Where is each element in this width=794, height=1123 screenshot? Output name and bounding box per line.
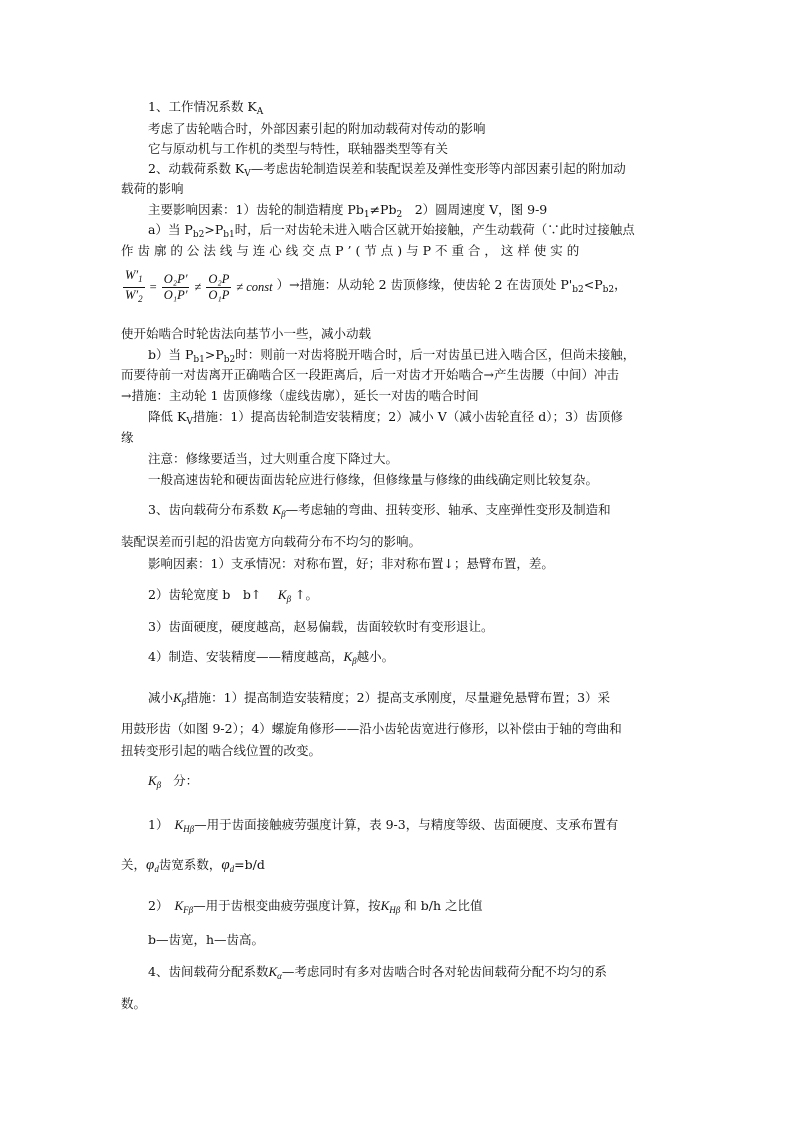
text-line: 降低 $K_V$措施：1）提高齿轮制造安装精度；2）减小 V（减小齿轮直径 d）；3）齿顶修 bbox=[148, 409, 623, 427]
fraction-w: $\frac{W'_1}{W'_2}$ bbox=[125, 267, 143, 304]
text-line: 注意：修缘要适当，过大则重合度下降过大。 bbox=[148, 451, 399, 466]
text-line: 2）齿轮宽度 b b↑ $K_\beta$ ↑。 bbox=[148, 587, 318, 604]
text-line: 它与原动机与工作机的类型与特性，联轴器类型等有关 bbox=[148, 141, 449, 156]
text-line: 扭转变形引起的啮合线位置的改变。 bbox=[121, 743, 322, 758]
text-line: 数。 bbox=[121, 996, 147, 1011]
k-beta-parts: $K_\beta$ 分： bbox=[148, 773, 199, 790]
text-line: 考虑了齿轮啮合时，外部因素引起的附加动载荷对传动的影响 bbox=[148, 121, 486, 136]
text-line: 关，$\varphi_d$齿宽系数，$\varphi_d=b/d$ bbox=[121, 857, 265, 874]
heading-3: 3、齿向载荷分布系数 $K_\beta—$考虑轴的弯曲、扭转变形、轴承、支座弹性变形及制造和 bbox=[148, 502, 611, 519]
text-line: →措施：主动轮 1 齿顶修缘（虚线齿廓），延长一对齿的啮合时间 bbox=[121, 388, 479, 403]
text-line: a）当 $P_{b2}>P_{b1}$时，后一对齿轮未进入啮合区就开始接触，产生动载荷（∵此时过接触点 bbox=[148, 222, 635, 240]
text-line: 装配误差而引起的沿齿宽方向载荷分布不均匀的影响。 bbox=[121, 534, 422, 549]
text-line: 减小$K_\beta$措施：1）提高制造安装精度；2）提高支承刚度，尽量避免悬臂布置；3）采 bbox=[148, 690, 611, 707]
heading-1: 1、工作情况系数 $K_A$ bbox=[148, 99, 264, 117]
text-line: b—齿宽，h—齿高。 bbox=[148, 932, 265, 947]
text-line: 使开始啮合时轮齿法向基节小一些，减小动载 bbox=[121, 326, 372, 341]
text-line: 用鼓形齿（如图 9-2）；4）螺旋角修形——沿小齿轮齿宽进行修形，以补偿由于轴的弯曲和 bbox=[121, 721, 622, 736]
text-line: 3）齿面硬度，硬度越高，赵易偏载，齿面较软时有变形退让。 bbox=[148, 619, 494, 634]
text-line: 4）制造、安装精度——精度越高，$K_\beta$越小。 bbox=[148, 649, 395, 666]
text-line: 作 齿 廓 的 公 法 线 与 连 心 线 交 点 P ’ ( 节 点 ) 与 P 不 重 合 ， 这 样 使 实 的 bbox=[121, 243, 580, 258]
text-line: b）当 $P_{b1}>P_{b2}$时：则前一对齿将脱开啮合时，后一对齿虽已进入啮合区，但尚未接触， bbox=[148, 347, 636, 365]
text-line: 影响因素：1）支承情况：对称布置，好；非对称布置↓；悬臂布置，差。 bbox=[148, 556, 554, 571]
text-line: 载荷的影响 bbox=[121, 181, 184, 196]
text-line: 1） $K_{H\beta}—$用于齿面接触疲劳强度计算，表 9-3，与精度等级、齿面硬度、支承布置有 bbox=[148, 817, 619, 834]
text-line: 一般高速齿轮和硬齿面齿轮应进行修缘，但修缘量与修缘的曲线确定则比较复杂。 bbox=[148, 472, 599, 487]
heading-4: 4、齿间载荷分配系数$K_\alpha—$考虑同时有多对齿啮合时各对轮齿间载荷分配不均匀的系 bbox=[148, 964, 607, 981]
fraction-o: $\frac{\text{O₂P}}{\text{O₁P}}$ bbox=[208, 271, 230, 302]
text-line: 2） $K_{F\beta}—$用于齿根变曲疲劳强度计算，按$K_{H\beta}$ 和 b/h 之比值 bbox=[148, 898, 483, 915]
text-line: 缘 bbox=[121, 430, 134, 445]
text-line: 而要待前一对齿离开正确啮合区一段距离后，后一对齿才开始啮合→产生齿腰（中间）冲击 bbox=[121, 367, 619, 382]
fraction-o-prime: $\frac{\text{O₂P′}}{\text{O₁P′}}$ bbox=[163, 271, 188, 302]
formula-line: $\frac{W'_1}{W'_2}$ = $\frac{\text{O₂P′}}{\text{O₁P′}}$ ≠ $\frac{\text{O₂P}}{\text{O₁P}}$ ≠ const ）→措施：从动轮 2 齿顶修缘，使齿轮 2 在齿顶处 $P'_{b2}<P_{b2}$， bbox=[121, 267, 627, 307]
heading-2: 2、动载荷系数 $K_V—$考虑齿轮制造误差和装配误差及弹性变形等内部因素引起的附加动 bbox=[148, 161, 626, 179]
text-line: 主要影响因素：1）齿轮的制造精度 $Pb_1\ne Pb_2$ 2）圆周速度 V，图 9-9 bbox=[148, 202, 548, 220]
